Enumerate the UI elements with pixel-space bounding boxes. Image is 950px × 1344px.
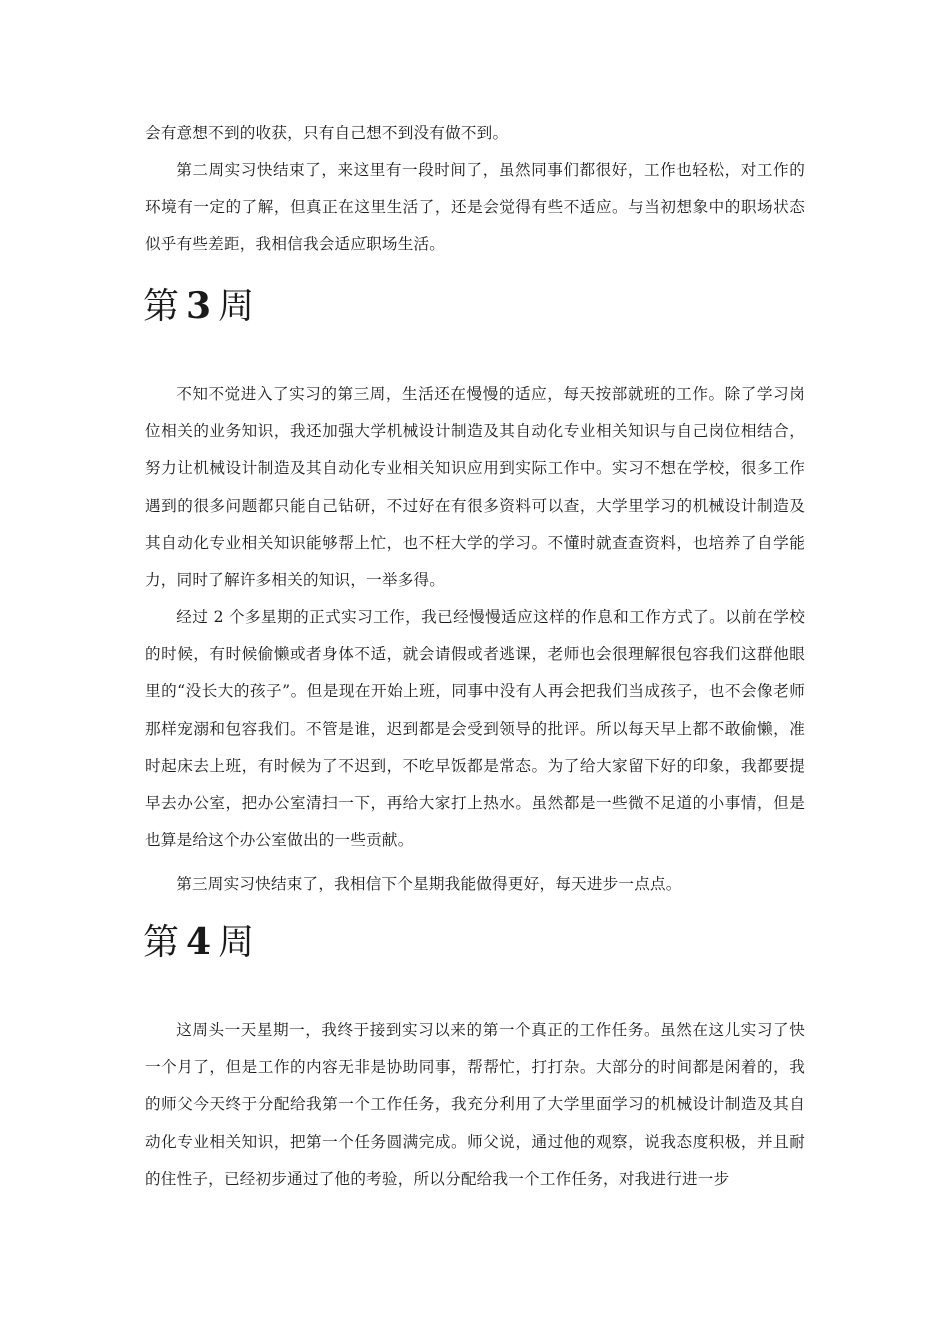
week3-heading-prefix: 第	[143, 286, 181, 327]
week4-heading-prefix: 第	[143, 922, 181, 963]
continuation-paragraph: 会有意想不到的收获，只有自己想不到没有做不到。	[145, 124, 509, 142]
week3-paragraph-2: 经过 2 个多星期的正式实习工作，我已经慢慢适应这样的作息和工作方式了。以前在学校的时候，有时候偷懒或者身体不适，就会请假或者逃课，老师也会很理解很包容我们这群他眼里的“没长大的孩子”。但是现在开始上班，同事中没有人再会把我们当成孩子，也不会像老师那样宠溺和包容我们。不管是谁，迟到都是会受到领导的批评。所以每天早上都不敢偷懒，准时起床去上班，有时候为了不迟到，不吃早饭都是常态。为了给大家留下好的印象，我都要提早去办公室，把办公室清扫一下，再给大家打上热水。虽然都是一些微不足道的小事情，但是也算是给这个办公室做出的一些贡献。	[145, 608, 805, 850]
week3-paragraph-1: 不知不觉进入了实习的第三周，生活还在慢慢的适应，每天按部就班的工作。除了学习岗位相关的业务知识，我还加强大学机械设计制造及其自动化专业相关知识与自己岗位相结合，努力让机械设计制造及其自动化专业相关知识应用到实际工作中。实习不想在学校，很多工作遇到的很多问题都只能自己钻研，不过好在有很多资料可以查，大学里学习的机械设计制造及其自动化专业相关知识能够帮上忙，也不枉大学的学习。不懂时就查查资料，也培养了自学能力，同时了解许多相关的知识，一举多得。	[145, 385, 805, 590]
week2-closing-paragraph: 第二周实习快结束了，来这里有一段时间了，虽然同事们都很好，工作也轻松，对工作的环境有一定的了解，但真正在这里生活了，还是会觉得有些不适应。与当初想象中的职场状态似乎有些差距，我相信我会适应职场生活。	[145, 161, 805, 254]
week3-heading-suffix: 周	[218, 286, 256, 327]
week3-heading-number: 3	[186, 285, 213, 327]
week4-heading-number: 4	[186, 921, 213, 963]
week3-paragraph-3: 第三周实习快结束了，我相信下个星期我能做得更好，每天进步一点点。	[176, 875, 682, 893]
week4-paragraph-1: 这周头一天星期一，我终于接到实习以来的第一个真正的工作任务。虽然在这儿实习了快一个月了，但是工作的内容无非是协助同事，帮帮忙，打打杂。大部分的时间都是闲着的，我的师父今天终于分配给我第一个工作任务，我充分利用了大学里面学习的机械设计制造及其自动化专业相关知识，把第一个任务圆满完成。师父说，通过他的观察，说我态度积极，并且耐的住性子，已经初步通过了他的考验，所以分配给我一个工作任务，对我进行进一步	[145, 1021, 805, 1188]
week3-heading	[143, 284, 255, 329]
week4-heading	[143, 920, 255, 965]
week4-heading-suffix: 周	[218, 922, 256, 963]
